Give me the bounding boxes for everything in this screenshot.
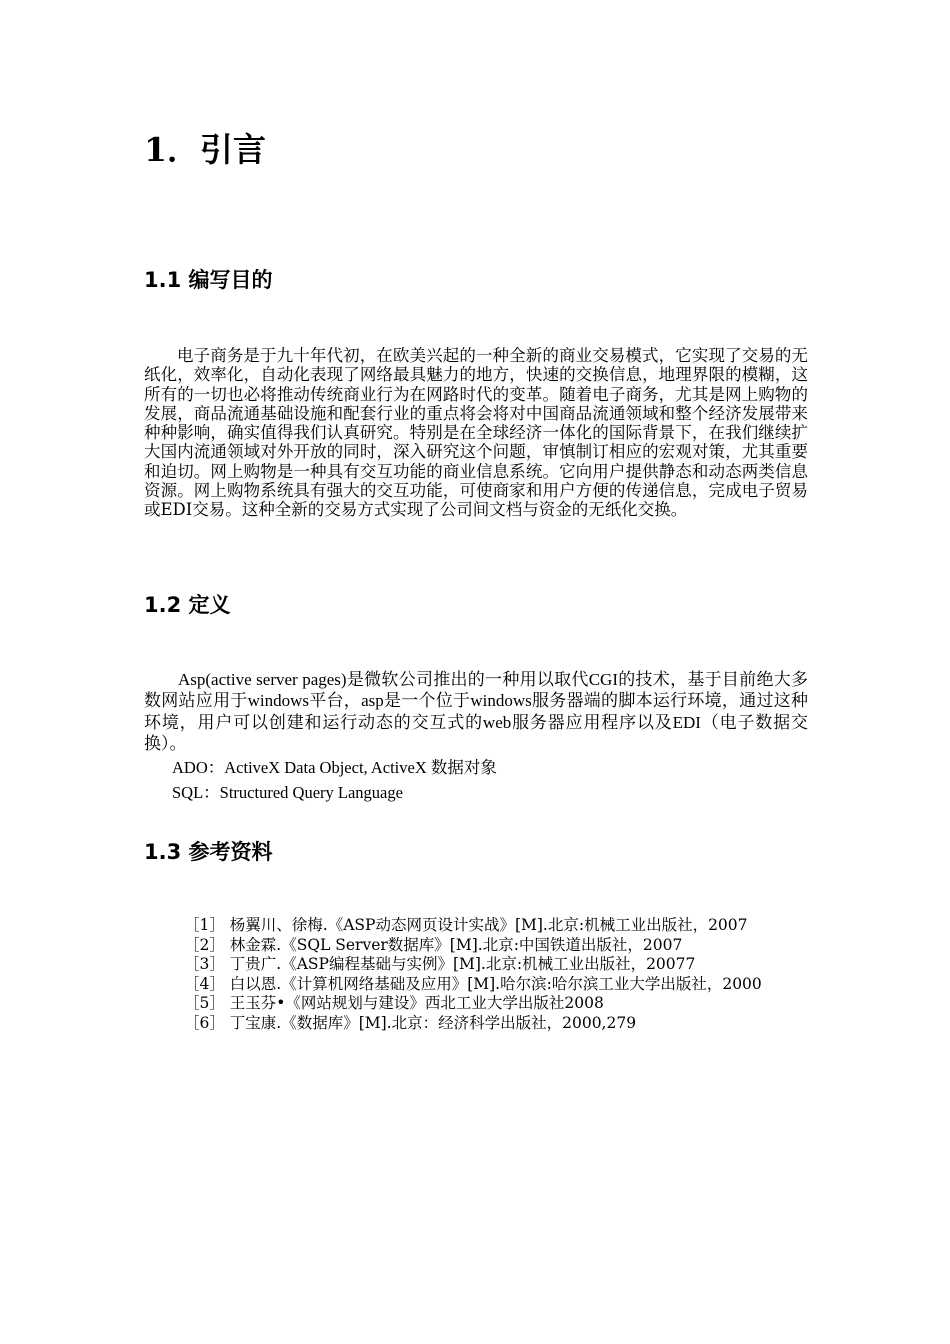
- section-title-references: 1.3 参考资料: [144, 840, 273, 864]
- definition-paragraph: Asp(active server pages)是微软公司推出的一种用以取代CGI的技术，基于目前绝大多数网站应用于windows平台，asp是一个位于windows服务器端的脚本运行环境，通过这种环境，用户可以创建和运行动态的交互式的web服务器应用程序以及EDI（电子数据交换）。: [144, 670, 808, 753]
- reference-item: ［2］ 林金霖.《SQL Server数据库》[M].北京:中国铁道出版社，2007: [184, 935, 683, 954]
- reference-list: [144, 916, 808, 1033]
- definition-sql: SQL：Structured Query Language: [172, 783, 403, 802]
- purpose-paragraph: 电子商务是于九十年代初，在欧美兴起的一种全新的商业交易模式，它实现了交易的无纸化，效率化，自动化表现了网络最具魅力的地方，快速的交换信息，地理界限的模糊，这所有的一切也必将推动传统商业行为在网路时代的变革。随着电子商务，尤其是网上购物的发展，商品流通基础设施和配套行业的重点将会将对中国商品流通领域和整个经济发展带来种种影响，确实值得我们认真研究。特别是在全球经济一体化的国际背景下，在我们继续扩大国内流通领域对外开放的同时，深入研究这个问题，审慎制订相应的宏观对策，尤其重要和迫切。网上购物是一种具有交互功能的商业信息系统。它向用户提供静态和动态两类信息资源。网上购物系统具有强大的交互功能，可使商家和用户方便的传递信息，完成电子贸易或EDI交易。这种全新的交易方式实现了公司间文档与资金的无纸化交换。: [144, 346, 808, 520]
- section-title-definition: 1.2 定义: [144, 593, 231, 617]
- reference-item: ［5］ 王玉芬•《网站规划与建设》西北工业大学出版社2008: [184, 994, 604, 1012]
- page-title: 1．引言: [144, 130, 266, 169]
- reference-item: ［3］ 丁贵广.《ASP编程基础与实例》[M].北京:机械工业出版社，20077: [184, 955, 696, 973]
- section-title-purpose: 1.1 编写目的: [144, 268, 273, 292]
- reference-item: ［4］ 白以恩.《计算机网络基础及应用》[M].哈尔滨:哈尔滨工业大学出版社，2000: [184, 974, 762, 993]
- reference-item: ［1］ 杨翼川、徐梅.《ASP动态网页设计实战》[M].北京:机械工业出版社，2007: [184, 916, 748, 934]
- definition-ado: ADO：ActiveX Data Object, ActiveX 数据对象: [172, 758, 497, 777]
- reference-item: ［6］ 丁宝康.《数据库》[M].北京：经济科学出版社，2000,279: [184, 1013, 637, 1032]
